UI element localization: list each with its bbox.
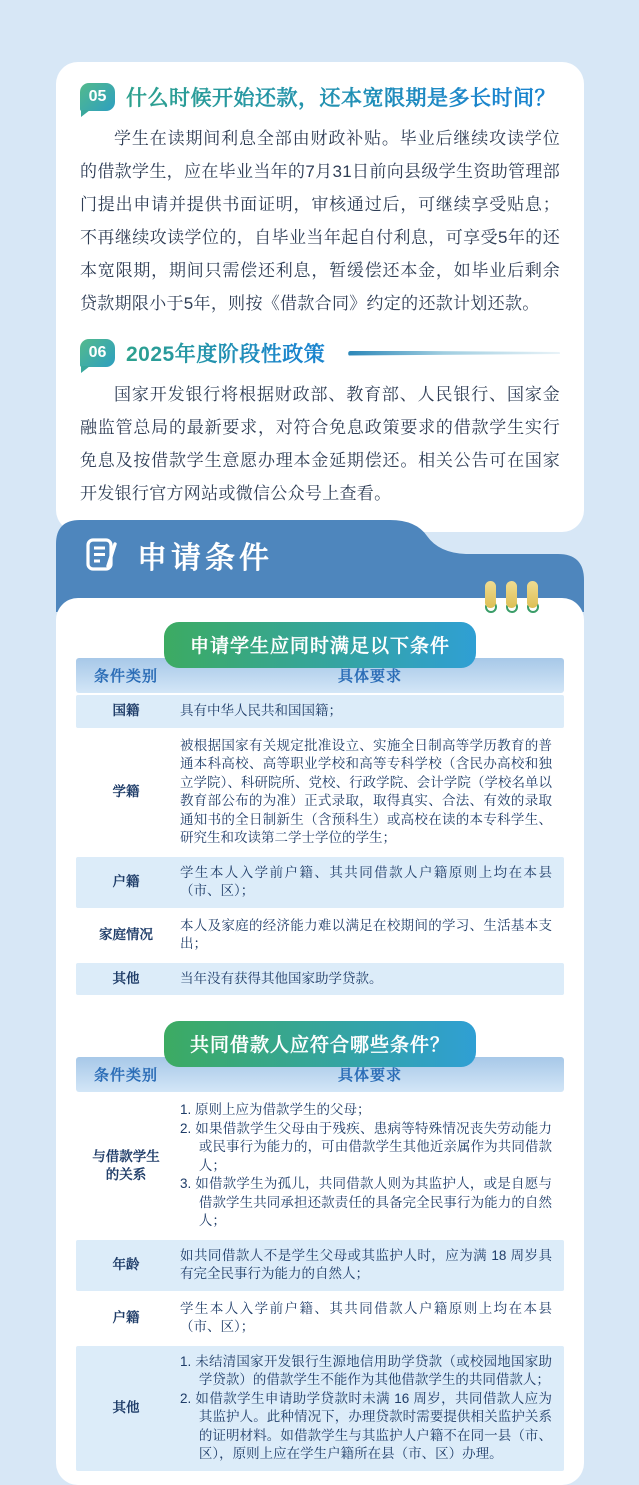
section-body: 学生在读期间利息全部由财政补贴。毕业后继续攻读学位的借款学生，应在毕业当年的7月31日前向县级学生资助管理部门提出申请并提供书面证明，审核通过后，可继续享受贴息；不再继续攻读学位的，自毕业当年起自付利息，可享受5年的还本宽限期，期间只需偿还利息，暂缓偿还本金，如毕业后剩余贷款期限小于5年，则按《借款合同》约定的还款计划还款。 <box>80 129 560 313</box>
requirement-item: 1. 原则上应为借款学生的父母； <box>180 1102 371 1117</box>
binder-pin-icon <box>506 581 517 613</box>
category-cell: 其他 <box>112 970 140 986</box>
column-header: 条件类别 <box>93 1067 158 1084</box>
decorative-gradient-line <box>348 351 560 356</box>
category-cell: 户籍 <box>112 1310 140 1325</box>
table-row <box>76 730 564 855</box>
table-row <box>76 857 564 908</box>
requirement-cell: 具有中华人民共和国国籍； <box>180 703 342 718</box>
section-number-badge: 06 <box>80 339 115 367</box>
table-title-pill: 共同借款人应符合哪些条件？ <box>164 1021 476 1067</box>
table-title-pill: 申请学生应同时满足以下条件 <box>164 622 476 668</box>
conditions-card <box>56 598 584 1485</box>
table-row <box>76 1240 564 1291</box>
requirement-item: 2. 如借款学生申请助学贷款时未满 16 周岁，共同借款人应为其监护人。此种情况下，办理贷款时需要提供相关监护关系的证明材料。如借款学生与其监护人户籍不在同一县（市、区），原则上应在学生户籍所在县（市、区）办理。 <box>180 1390 552 1461</box>
requirement-item: 3. 如借款学生为孤儿，共同借款人则为其监护人，或是自愿与借款学生共同承担还款责任的具备完全民事行为能力的自然人； <box>180 1176 552 1228</box>
requirement-cell <box>176 1346 564 1471</box>
binder-pin-icon <box>527 581 538 613</box>
requirement-cell: 本人及家庭的经济能力难以满足在校期间的学习、生活基本支出； <box>180 917 552 951</box>
requirement-cell: 学生本人入学前户籍、其共同借款人户籍原则上均在本县（市、区）； <box>180 1300 552 1334</box>
binder-pin-icon <box>485 581 496 613</box>
category-cell: 学籍 <box>112 784 140 799</box>
policy-qa-card <box>56 62 584 532</box>
notepad-pen-icon <box>82 535 122 575</box>
folder-header <box>82 533 273 577</box>
requirement-cell <box>176 1094 564 1238</box>
co-borrower-conditions-table <box>76 1057 564 1471</box>
table-row <box>76 695 564 728</box>
column-header: 条件类别 <box>93 668 158 685</box>
table-row <box>76 1346 564 1471</box>
section-title: 什么时候开始还款，还本宽限期是多长时间？ <box>126 82 556 112</box>
student-conditions-table <box>76 658 564 995</box>
requirement-item: 1. 未结清国家开发银行生源地信用助学贷款（或校园地国家助学贷款）的借款学生不能作为其他借款学生的共同借款人； <box>180 1353 552 1387</box>
table-row <box>76 963 564 996</box>
category-cell: 国籍 <box>112 703 140 719</box>
category-cell: 年龄 <box>112 1257 140 1272</box>
binder-pins <box>485 581 538 613</box>
section-body: 国家开发银行将根据财政部、教育部、人民银行、国家金融监管总局的最新要求，对符合免息政策要求的借款学生实行免息及按借款学生意愿办理本金延期偿还。相关公告可在国家开发银行官方网站或微信公众号上查看。 <box>80 385 560 503</box>
category-cell: 其他 <box>112 1400 140 1415</box>
table-row <box>76 1094 564 1238</box>
column-header: 具体要求 <box>337 1067 402 1084</box>
section-06-header <box>80 338 560 368</box>
category-cell: 与借款学生的关系 <box>92 1148 160 1182</box>
requirement-cell: 如共同借款人不是学生父母或其监护人时，应为满 18 周岁具有完全民事行为能力的自然人； <box>180 1247 552 1281</box>
requirement-cell: 当年没有获得其他国家助学贷款。 <box>180 970 383 986</box>
category-cell: 户籍 <box>112 874 140 889</box>
section-title: 2025年度阶段性政策 <box>126 338 325 368</box>
requirement-cell: 被根据国家有关规定批准设立、实施全日制高等学历教育的普通本科高校、高等职业学校和高等专科学校（含民办高校和独立学院）、科研院所、党校、行政学院、会计学院（学校名单以教育部公布的为准）正式录取，取得真实、合法、有效的录取通知书的全日制新生（含预科生）或高校在读的本专科学生、研究生和攻读第二学士学位的学生； <box>180 737 552 845</box>
requirement-item: 2. 如果借款学生父母由于残疾、患病等特殊情况丧失劳动能力或民事行为能力的，可由借款学生其他近亲属作为共同借款人； <box>180 1120 552 1173</box>
column-header: 具体要求 <box>337 668 402 685</box>
category-cell: 家庭情况 <box>99 927 153 942</box>
application-conditions-section <box>56 520 584 1485</box>
page-title: 申请条件 <box>137 542 273 575</box>
table-row <box>76 910 564 961</box>
requirement-cell: 学生本人入学前户籍、其共同借款人户籍原则上均在本县（市、区）； <box>180 864 552 898</box>
table-row <box>76 1293 564 1344</box>
section-05-header <box>80 82 560 112</box>
section-number-badge: 05 <box>80 83 115 111</box>
